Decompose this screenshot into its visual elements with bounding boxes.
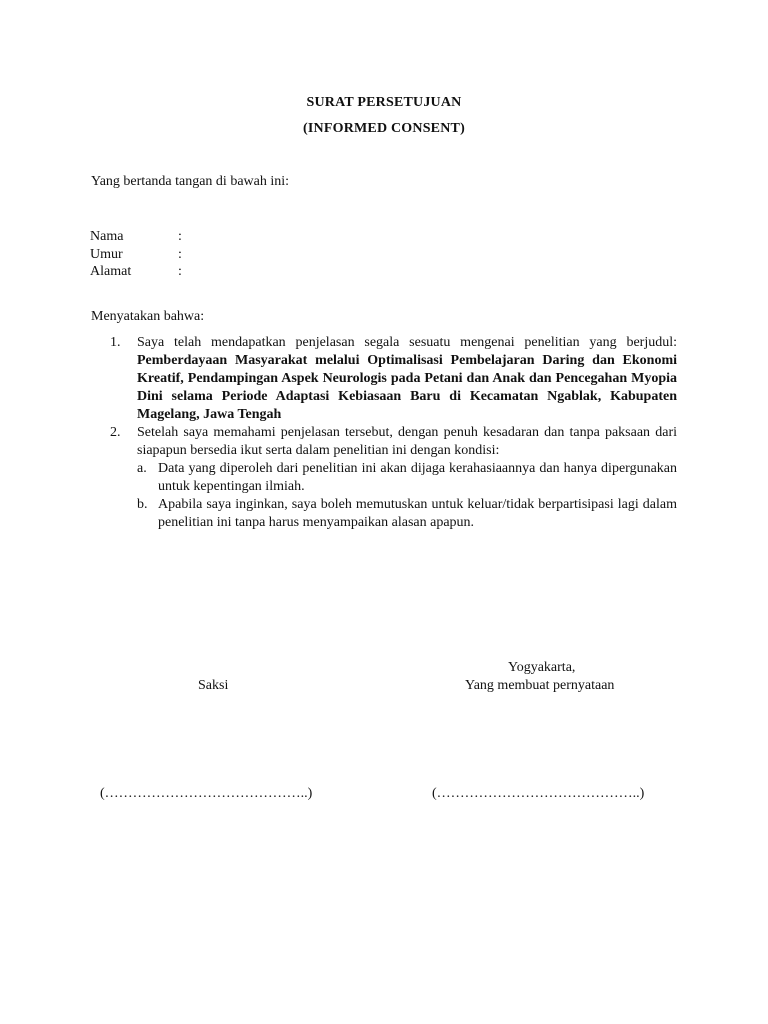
identity-fields [90, 228, 182, 281]
field-label-umur: Umur [90, 246, 123, 262]
sub-item-letter: a. [137, 461, 147, 476]
document-title: SURAT PERSETUJUAN [306, 95, 462, 110]
field-colon: : [178, 229, 182, 244]
witness-signature-line: (……………………………………..) [100, 786, 313, 801]
list-item [110, 334, 677, 424]
signer-signature-line: (……………………………………..) [432, 786, 645, 801]
field-row-umur [90, 246, 182, 264]
sub-list-item [137, 460, 677, 496]
intro-text: Yang bertanda tangan di bawah ini: [91, 174, 290, 189]
field-colon: : [178, 264, 182, 279]
item-text [137, 334, 677, 424]
list-item [110, 424, 677, 532]
field-colon: : [178, 246, 182, 262]
item-text-body: Saya telah mendapatkan penjelasan segala sesuatu mengenai penelitian yang berjudul: [137, 335, 677, 350]
sub-item-text: Apabila saya inginkan, saya boleh memutuskan untuk keluar/tidak berpartisipasi lagi dalam penelitian ini tanpa harus menyampaikan alasan apapun. [158, 497, 677, 530]
research-title: Pemberdayaan Masyarakat melalui Optimalisasi Pembelajaran Daring dan Ekonomi Kreatif, Pendampingan Aspek Neurologis pada Petani dan Anak dan Pencegahan Myopia Dini selama Periode Adaptasi Kebiasaan Baru di Kecamatan Ngablak, Kabupaten Magelang, Jawa Tengah [137, 353, 677, 422]
item-text: Setelah saya memahami penjelasan tersebut, dengan penuh kesadaran dan tanpa paksaan dari siapapun bersedia ikut serta dalam penelitian ini dengan kondisi: [137, 425, 677, 458]
sub-list [137, 460, 677, 532]
field-label-nama: Nama [90, 229, 124, 244]
witness-label: Saksi [198, 678, 229, 693]
statement-list [110, 334, 677, 532]
sub-list-item [137, 496, 677, 532]
place-text: Yogyakarta, [508, 660, 576, 675]
signer-label: Yang membuat pernyataan [465, 678, 615, 693]
item-number: 2. [110, 425, 121, 440]
field-row-alamat [90, 263, 182, 281]
field-label-alamat: Alamat [90, 264, 132, 279]
statement-intro: Menyatakan bahwa: [91, 309, 205, 324]
sub-item-letter: b. [137, 497, 148, 512]
item-number: 1. [110, 335, 121, 350]
field-row-nama [90, 228, 182, 246]
sub-item-text: Data yang diperoleh dari penelitian ini akan dijaga kerahasiaannya dan hanya dipergunakan untuk kepentingan ilmiah. [158, 461, 677, 494]
document-subtitle: (INFORMED CONSENT) [303, 121, 465, 136]
